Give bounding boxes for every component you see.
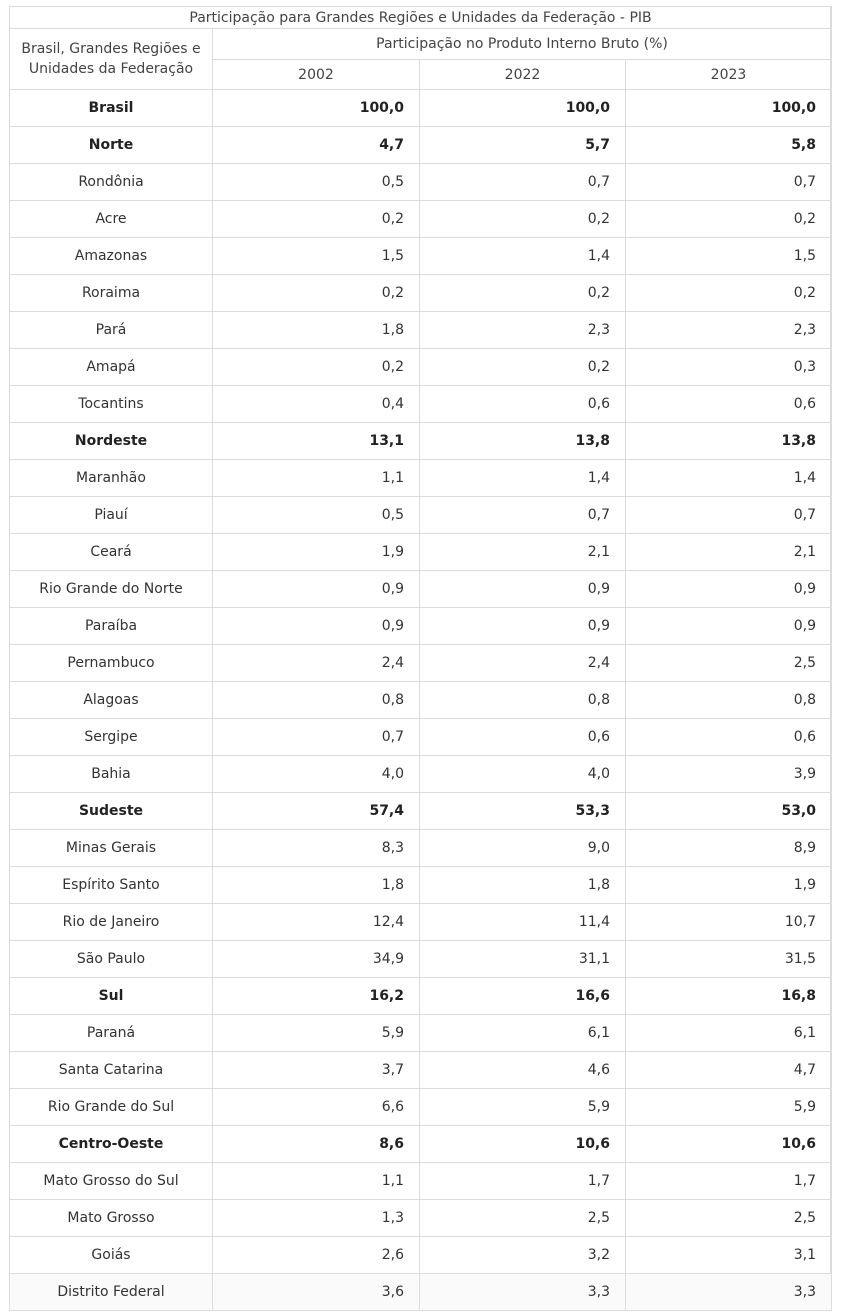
value-cell-2022: 0,9 [420,608,626,645]
value-cell-2023: 100,0 [626,90,832,127]
state-name-cell: Rondônia [10,164,213,201]
table-row [10,460,832,497]
value-cell-2022: 5,9 [420,1089,626,1126]
region-name-cell: Sul [10,978,213,1015]
value-cell-2022: 2,1 [420,534,626,571]
value-cell-2022: 53,3 [420,793,626,830]
value-cell-2002: 34,9 [213,941,420,978]
table-row [10,275,832,312]
value-cell-2023: 5,9 [626,1089,832,1126]
value-cell-2022: 2,4 [420,645,626,682]
value-cell-2022: 13,8 [420,423,626,460]
table-body [10,90,832,1311]
state-name-cell: Acre [10,201,213,238]
value-cell-2023: 0,8 [626,682,832,719]
value-cell-2023: 8,9 [626,830,832,867]
table-row [10,127,832,164]
value-cell-2022: 6,1 [420,1015,626,1052]
value-cell-2002: 1,8 [213,312,420,349]
value-cell-2022: 9,0 [420,830,626,867]
value-cell-2023: 10,6 [626,1126,832,1163]
value-cell-2023: 0,2 [626,201,832,238]
value-cell-2002: 1,8 [213,867,420,904]
state-name-cell: Piauí [10,497,213,534]
state-name-cell: Rio Grande do Norte [10,571,213,608]
table-row [10,534,832,571]
table-row [10,386,832,423]
value-cell-2022: 0,2 [420,201,626,238]
state-name-cell: Rio Grande do Sul [10,1089,213,1126]
value-cell-2022: 100,0 [420,90,626,127]
state-name-cell: Ceará [10,534,213,571]
value-cell-2002: 8,6 [213,1126,420,1163]
value-cell-2023: 0,7 [626,497,832,534]
gdp-participation-table [9,6,832,1311]
value-cell-2023: 1,5 [626,238,832,275]
value-cell-2023: 3,3 [626,1274,832,1311]
table-row [10,349,832,386]
state-name-cell: Bahia [10,756,213,793]
value-cell-2023: 1,7 [626,1163,832,1200]
table-row [10,719,832,756]
table-row [10,682,832,719]
value-cell-2022: 0,9 [420,571,626,608]
value-cell-2022: 31,1 [420,941,626,978]
value-cell-2002: 1,3 [213,1200,420,1237]
state-name-cell: Paraná [10,1015,213,1052]
table-row [10,1089,832,1126]
state-name-cell: Espírito Santo [10,867,213,904]
value-cell-2023: 3,1 [626,1237,832,1274]
table-row [10,312,832,349]
value-cell-2022: 10,6 [420,1126,626,1163]
year-header: 2023 [626,60,832,90]
value-cell-2002: 0,8 [213,682,420,719]
table-row [10,1052,832,1089]
state-name-cell: Amazonas [10,238,213,275]
value-cell-2022: 0,7 [420,497,626,534]
value-cell-2022: 1,7 [420,1163,626,1200]
value-cell-2023: 0,3 [626,349,832,386]
state-name-cell: Maranhão [10,460,213,497]
value-cell-2002: 1,1 [213,1163,420,1200]
region-column-header: Brasil, Grandes Regiões e Unidades da Federação [10,29,213,90]
table-row [10,793,832,830]
region-name-cell: Norte [10,127,213,164]
gdp-group-header: Participação no Produto Interno Bruto (%) [213,29,832,60]
table-row [10,90,832,127]
value-cell-2022: 0,6 [420,386,626,423]
value-cell-2002: 12,4 [213,904,420,941]
value-cell-2002: 0,2 [213,275,420,312]
year-header: 2022 [420,60,626,90]
value-cell-2002: 3,6 [213,1274,420,1311]
value-cell-2022: 2,5 [420,1200,626,1237]
state-name-cell: São Paulo [10,941,213,978]
table-row [10,423,832,460]
value-cell-2023: 0,9 [626,571,832,608]
table-row [10,978,832,1015]
table-row [10,904,832,941]
state-name-cell: Distrito Federal [10,1274,213,1311]
value-cell-2023: 0,2 [626,275,832,312]
table-row [10,571,832,608]
table-row [10,201,832,238]
value-cell-2023: 0,6 [626,386,832,423]
table-caption: Participação para Grandes Regiões e Unidades da Federação - PIB [10,7,832,29]
value-cell-2022: 0,7 [420,164,626,201]
value-cell-2022: 1,4 [420,238,626,275]
value-cell-2002: 100,0 [213,90,420,127]
table-row [10,1274,832,1311]
state-name-cell: Pará [10,312,213,349]
value-cell-2022: 1,4 [420,460,626,497]
value-cell-2022: 0,8 [420,682,626,719]
state-name-cell: Alagoas [10,682,213,719]
value-cell-2002: 2,4 [213,645,420,682]
value-cell-2002: 57,4 [213,793,420,830]
year-header: 2002 [213,60,420,90]
table-row [10,497,832,534]
value-cell-2002: 4,7 [213,127,420,164]
region-name-cell: Centro-Oeste [10,1126,213,1163]
table-row [10,238,832,275]
value-cell-2022: 5,7 [420,127,626,164]
value-cell-2002: 0,2 [213,349,420,386]
table-row [10,645,832,682]
value-cell-2022: 1,8 [420,867,626,904]
region-name-cell: Sudeste [10,793,213,830]
value-cell-2022: 0,2 [420,275,626,312]
state-name-cell: Minas Gerais [10,830,213,867]
value-cell-2022: 0,2 [420,349,626,386]
table-row [10,867,832,904]
value-cell-2022: 3,3 [420,1274,626,1311]
value-cell-2002: 0,9 [213,571,420,608]
table-row [10,164,832,201]
table-row [10,1126,832,1163]
value-cell-2022: 0,6 [420,719,626,756]
value-cell-2023: 4,7 [626,1052,832,1089]
value-cell-2002: 2,6 [213,1237,420,1274]
value-cell-2023: 1,4 [626,460,832,497]
value-cell-2022: 2,3 [420,312,626,349]
state-name-cell: Roraima [10,275,213,312]
state-name-cell: Tocantins [10,386,213,423]
state-name-cell: Mato Grosso do Sul [10,1163,213,1200]
value-cell-2023: 2,1 [626,534,832,571]
table-row [10,830,832,867]
value-cell-2023: 2,3 [626,312,832,349]
value-cell-2002: 5,9 [213,1015,420,1052]
state-name-cell: Santa Catarina [10,1052,213,1089]
state-name-cell: Goiás [10,1237,213,1274]
value-cell-2023: 0,7 [626,164,832,201]
value-cell-2023: 2,5 [626,645,832,682]
value-cell-2002: 0,5 [213,164,420,201]
value-cell-2022: 11,4 [420,904,626,941]
value-cell-2023: 3,9 [626,756,832,793]
value-cell-2002: 16,2 [213,978,420,1015]
value-cell-2002: 0,7 [213,719,420,756]
value-cell-2002: 1,9 [213,534,420,571]
value-cell-2023: 6,1 [626,1015,832,1052]
state-name-cell: Paraíba [10,608,213,645]
value-cell-2002: 0,9 [213,608,420,645]
value-cell-2002: 0,4 [213,386,420,423]
value-cell-2002: 1,5 [213,238,420,275]
state-name-cell: Amapá [10,349,213,386]
table-row [10,1015,832,1052]
value-cell-2002: 4,0 [213,756,420,793]
value-cell-2002: 13,1 [213,423,420,460]
value-cell-2023: 1,9 [626,867,832,904]
value-cell-2023: 10,7 [626,904,832,941]
state-name-cell: Rio de Janeiro [10,904,213,941]
region-name-cell: Nordeste [10,423,213,460]
value-cell-2002: 8,3 [213,830,420,867]
value-cell-2023: 2,5 [626,1200,832,1237]
value-cell-2002: 6,6 [213,1089,420,1126]
value-cell-2023: 5,8 [626,127,832,164]
table-row [10,1237,832,1274]
table-row [10,1163,832,1200]
value-cell-2023: 53,0 [626,793,832,830]
value-cell-2002: 1,1 [213,460,420,497]
table-row [10,756,832,793]
table-row [10,608,832,645]
state-name-cell: Pernambuco [10,645,213,682]
value-cell-2002: 3,7 [213,1052,420,1089]
value-cell-2022: 4,6 [420,1052,626,1089]
table-row [10,941,832,978]
value-cell-2023: 31,5 [626,941,832,978]
value-cell-2023: 16,8 [626,978,832,1015]
value-cell-2022: 16,6 [420,978,626,1015]
value-cell-2022: 4,0 [420,756,626,793]
state-name-cell: Sergipe [10,719,213,756]
value-cell-2023: 13,8 [626,423,832,460]
value-cell-2023: 0,9 [626,608,832,645]
value-cell-2022: 3,2 [420,1237,626,1274]
value-cell-2023: 0,6 [626,719,832,756]
value-cell-2002: 0,2 [213,201,420,238]
value-cell-2002: 0,5 [213,497,420,534]
region-name-cell: Brasil [10,90,213,127]
table-row [10,1200,832,1237]
state-name-cell: Mato Grosso [10,1200,213,1237]
